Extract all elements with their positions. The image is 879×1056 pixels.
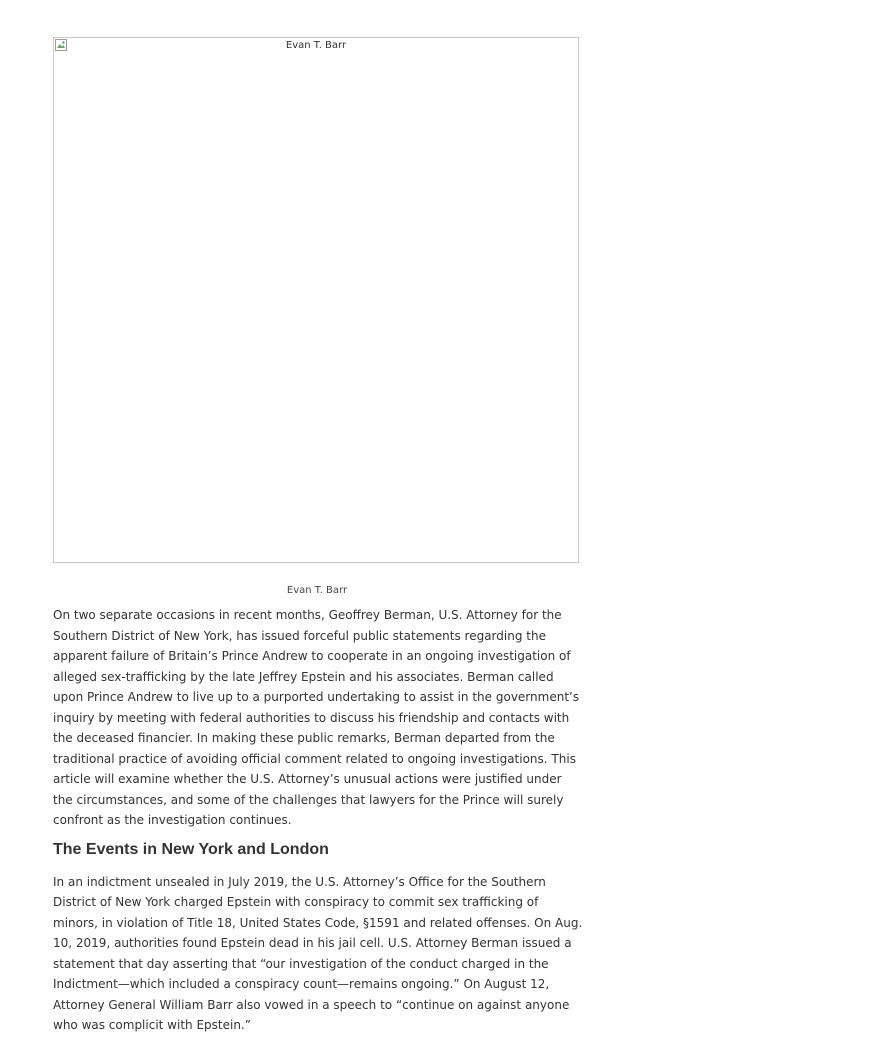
intro-paragraph: On two separate occasions in recent months, Geoffrey Berman, U.S. Attorney for the Southern District of New York, has issued forceful public statements regarding the apparent failure of Britain’s Prince Andrew to cooperate in an ongoing investigation of alleged sex-trafficking by the late Jeffrey Epstein and his associates. Berman called upon Prince Andrew to live up to a purported undertaking to assist in the government’s inquiry by meeting with federal authorities to discuss his friendship and contacts with the deceased financier. In making these public remarks, Berman departed from the traditional practice of avoiding official comment related to ongoing investigations. This article will examine whether the U.S. Attorney’s unusual actions were justified under the circumstances, and some of the challenges that lawyers for the Prince will surely confront as the investigation continues. xyxy=(53,608,580,827)
image-alt-text: Evan T. Barr xyxy=(285,40,347,51)
section-heading: The Events in New York and London xyxy=(53,840,329,858)
author-photo xyxy=(53,37,579,563)
body-paragraph: In an indictment unsealed in July 2019, the U.S. Attorney’s Office for the Southern District of New York charged Epstein with conspiracy to commit sex trafficking of minors, in violation of Title 18, United States Code, §1591 and related offenses. On Aug. 10, 2019, authorities found Epstein dead in his jail cell. U.S. Attorney Berman issued a statement that day asserting that “our investigation of the conduct charged in the Indictment—which included a conspiracy count—remains ongoing.” On August 12, Attorney General William Barr also vowed in a speech to “continue on against anyone who was complicit with Epstein.” xyxy=(53,874,583,1032)
article xyxy=(53,37,583,1036)
image-caption: Evan T. Barr xyxy=(286,585,348,596)
